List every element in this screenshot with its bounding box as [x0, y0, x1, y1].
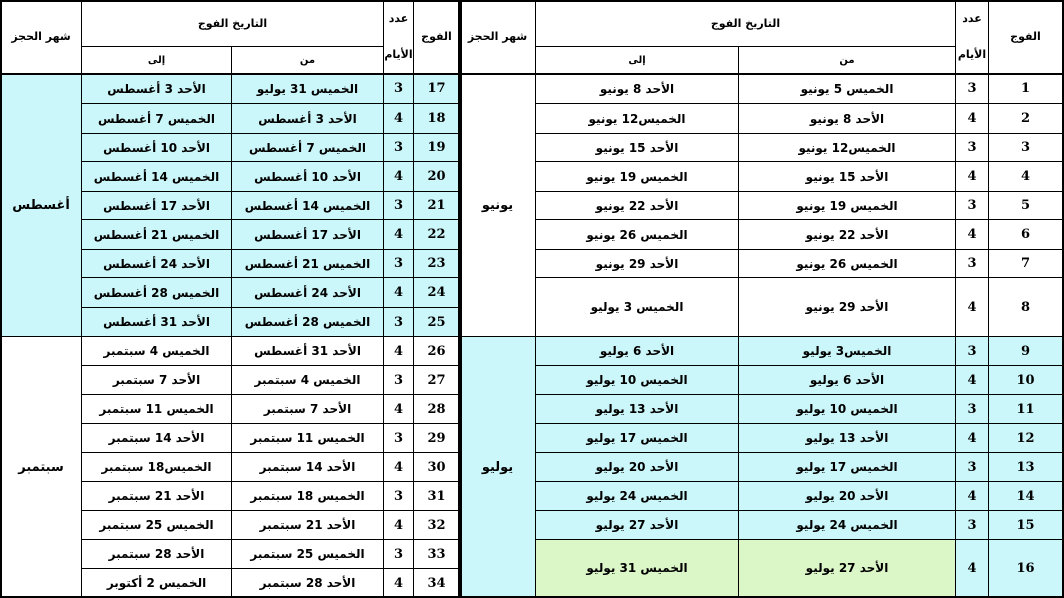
days-count: 3 — [956, 511, 989, 540]
from-date: الأحد 17 أغسطس — [232, 220, 384, 250]
group-number: 25 — [414, 308, 460, 337]
days-header — [384, 0, 414, 74]
to-date: الأحد 28 سبتمبر — [82, 540, 232, 569]
group-number: 24 — [414, 278, 460, 308]
days-count: 3 — [956, 74, 989, 104]
to-date: الأحد 10 أغسطس — [82, 134, 232, 162]
from-date: الأحد 28 سبتمبر — [232, 569, 384, 598]
to-date: الأحد 20 يوليو — [536, 453, 739, 482]
group-number: 27 — [414, 366, 460, 395]
from-date: الخميس 25 سبتمبر — [232, 540, 384, 569]
group-number: 17 — [414, 74, 460, 104]
to-date: الخميس 4 سبتمبر — [82, 337, 232, 366]
to-date: الأحد 22 يونيو — [536, 192, 739, 220]
days-count: 4 — [956, 104, 989, 134]
days-count: 3 — [384, 424, 414, 453]
days-count: 4 — [956, 366, 989, 395]
to-date: الأحد 7 سبتمبر — [82, 366, 232, 395]
from-date: الخميس 4 سبتمبر — [232, 366, 384, 395]
group-number: 11 — [989, 395, 1063, 424]
days-count: 3 — [956, 134, 989, 162]
days-count: 3 — [384, 540, 414, 569]
from-date: الأحد 24 أغسطس — [232, 278, 384, 308]
from-date: الخميس 21 أغسطس — [232, 250, 384, 278]
days-count: 3 — [384, 308, 414, 337]
from-date: الأحد 31 أغسطس — [232, 337, 384, 366]
days-count: 3 — [384, 482, 414, 511]
group-header: الفوج — [414, 0, 460, 74]
to-date: الأحد 27 يوليو — [536, 511, 739, 540]
days-count: 3 — [956, 250, 989, 278]
to-date: الخميس 2 أكتوبر — [82, 569, 232, 598]
from-date: الأحد 22 يونيو — [739, 220, 956, 250]
group-number: 32 — [414, 511, 460, 540]
group-number: 30 — [414, 453, 460, 482]
to-date: الخميس 14 أغسطس — [82, 162, 232, 192]
group-number: 8 — [989, 278, 1063, 337]
from-date: الأحد 8 يونيو — [739, 104, 956, 134]
to-date: الأحد 6 يوليو — [536, 337, 739, 366]
to-date: الخميس 26 يونيو — [536, 220, 739, 250]
to-date: الخميس 3 يوليو — [536, 278, 739, 337]
days-count: 3 — [384, 192, 414, 220]
days-count: 3 — [956, 337, 989, 366]
days-count: 3 — [956, 192, 989, 220]
days-count: 4 — [956, 424, 989, 453]
to-date: الخميس 10 يوليو — [536, 366, 739, 395]
to-date: الخميس 11 سبتمبر — [82, 395, 232, 424]
to-header: إلى — [82, 47, 232, 74]
from-date: الخميس 11 سبتمبر — [232, 424, 384, 453]
group-number: 7 — [989, 250, 1063, 278]
from-date: الخميس 17 يوليو — [739, 453, 956, 482]
from-date: الأحد 21 سبتمبر — [232, 511, 384, 540]
from-date: الأحد 6 يوليو — [739, 366, 956, 395]
month-june: يونيو — [460, 74, 536, 337]
to-date: الخميس18 سبتمبر — [82, 453, 232, 482]
from-date: الخميس3 يوليو — [739, 337, 956, 366]
group-number: 10 — [989, 366, 1063, 395]
from-date: الأحد 20 يوليو — [739, 482, 956, 511]
group-number: 6 — [989, 220, 1063, 250]
to-date: الخميس 31 يوليو — [536, 540, 739, 597]
days-count: 4 — [956, 482, 989, 511]
group-number: 14 — [989, 482, 1063, 511]
to-header: إلى — [536, 47, 739, 74]
from-header: من — [232, 47, 384, 74]
days-count: 4 — [384, 395, 414, 424]
from-date: الخميس 7 أغسطس — [232, 134, 384, 162]
from-date: الأحد 15 يونيو — [739, 162, 956, 192]
days-count: 3 — [384, 250, 414, 278]
to-date: الأحد 21 سبتمبر — [82, 482, 232, 511]
days-count: 3 — [956, 395, 989, 424]
from-date: الأحد 14 سبتمبر — [232, 453, 384, 482]
days-count: 4 — [384, 569, 414, 598]
to-date: الأحد 14 سبتمبر — [82, 424, 232, 453]
to-date: الأحد 17 أغسطس — [82, 192, 232, 220]
month-august: أغسطس — [1, 74, 82, 337]
from-date: الخميس12 يونيو — [739, 134, 956, 162]
group-number: 28 — [414, 395, 460, 424]
from-date: الخميس 31 يوليو — [232, 74, 384, 104]
from-date: الأحد 13 يوليو — [739, 424, 956, 453]
from-date: الأحد 10 أغسطس — [232, 162, 384, 192]
group-number: 19 — [414, 134, 460, 162]
days-count: 4 — [956, 278, 989, 337]
from-date: الخميس 10 يوليو — [739, 395, 956, 424]
group-number: 33 — [414, 540, 460, 569]
to-date: الخميس12 يونيو — [536, 104, 739, 134]
days-header-line: عدد — [388, 11, 409, 25]
to-date: الخميس 21 أغسطس — [82, 220, 232, 250]
group-number: 9 — [989, 337, 1063, 366]
from-date: الخميس 26 يونيو — [739, 250, 956, 278]
to-date: الخميس 24 يوليو — [536, 482, 739, 511]
days-count: 3 — [384, 74, 414, 104]
days-count: 3 — [384, 366, 414, 395]
group-number: 23 — [414, 250, 460, 278]
group-number: 4 — [989, 162, 1063, 192]
group-number: 18 — [414, 104, 460, 134]
group-header: الفوج — [989, 0, 1063, 74]
dates-header: التاريخ الفوج — [82, 0, 384, 47]
days-header — [956, 0, 989, 74]
days-count: 4 — [384, 162, 414, 192]
to-date: الأحد 8 يونيو — [536, 74, 739, 104]
days-count: 4 — [956, 220, 989, 250]
from-date: الخميس 28 أغسطس — [232, 308, 384, 337]
to-date: الخميس 19 يونيو — [536, 162, 739, 192]
to-date: الأحد 24 أغسطس — [82, 250, 232, 278]
from-date: الخميس 18 سبتمبر — [232, 482, 384, 511]
to-date: الأحد 31 أغسطس — [82, 308, 232, 337]
group-number: 5 — [989, 192, 1063, 220]
from-date: الخميس 5 يونيو — [739, 74, 956, 104]
to-date: الخميس 7 أغسطس — [82, 104, 232, 134]
month-header: شهر الحجز — [460, 0, 536, 74]
days-count: 4 — [384, 337, 414, 366]
from-date: الخميس 14 أغسطس — [232, 192, 384, 220]
to-date: الأحد 3 أغسطس — [82, 74, 232, 104]
days-count: 4 — [956, 162, 989, 192]
group-number: 22 — [414, 220, 460, 250]
to-date: الخميس 25 سبتمبر — [82, 511, 232, 540]
group-number: 31 — [414, 482, 460, 511]
days-count: 4 — [384, 278, 414, 308]
month-july: يوليو — [460, 337, 536, 598]
group-number: 3 — [989, 134, 1063, 162]
group-number: 21 — [414, 192, 460, 220]
days-count: 4 — [384, 511, 414, 540]
from-header: من — [739, 47, 956, 74]
group-number: 15 — [989, 511, 1063, 540]
days-header-line: الأيام — [957, 48, 987, 62]
days-count: 3 — [956, 453, 989, 482]
days-count: 4 — [956, 540, 989, 597]
group-number: 1 — [989, 74, 1063, 104]
from-date: الخميس 19 يونيو — [739, 192, 956, 220]
to-date: الأحد 15 يونيو — [536, 134, 739, 162]
group-number: 26 — [414, 337, 460, 366]
days-count: 4 — [384, 453, 414, 482]
group-number: 16 — [989, 540, 1063, 597]
group-number: 13 — [989, 453, 1063, 482]
group-number: 20 — [414, 162, 460, 192]
from-date: الأحد 7 سبتمبر — [232, 395, 384, 424]
group-number: 12 — [989, 424, 1063, 453]
days-count: 3 — [384, 134, 414, 162]
to-date: الخميس 28 أغسطس — [82, 278, 232, 308]
days-header-line: الأيام — [384, 48, 413, 62]
days-count: 4 — [384, 220, 414, 250]
to-date: الأحد 29 يونيو — [536, 250, 739, 278]
from-date: الأحد 3 أغسطس — [232, 104, 384, 134]
to-date: الأحد 13 يوليو — [536, 395, 739, 424]
group-number: 2 — [989, 104, 1063, 134]
from-date: الأحد 27 يوليو — [739, 540, 956, 597]
to-date: الخميس 17 يوليو — [536, 424, 739, 453]
days-header-line: عدد — [962, 11, 982, 25]
month-september: سبتمبر — [1, 337, 82, 598]
group-number: 29 — [414, 424, 460, 453]
group-number: 34 — [414, 569, 460, 598]
from-date: الخميس 24 يوليو — [739, 511, 956, 540]
month-header: شهر الحجز — [1, 0, 82, 74]
from-date: الأحد 29 يونيو — [739, 278, 956, 337]
dates-header: التاريخ الفوج — [536, 0, 956, 47]
days-count: 4 — [384, 104, 414, 134]
